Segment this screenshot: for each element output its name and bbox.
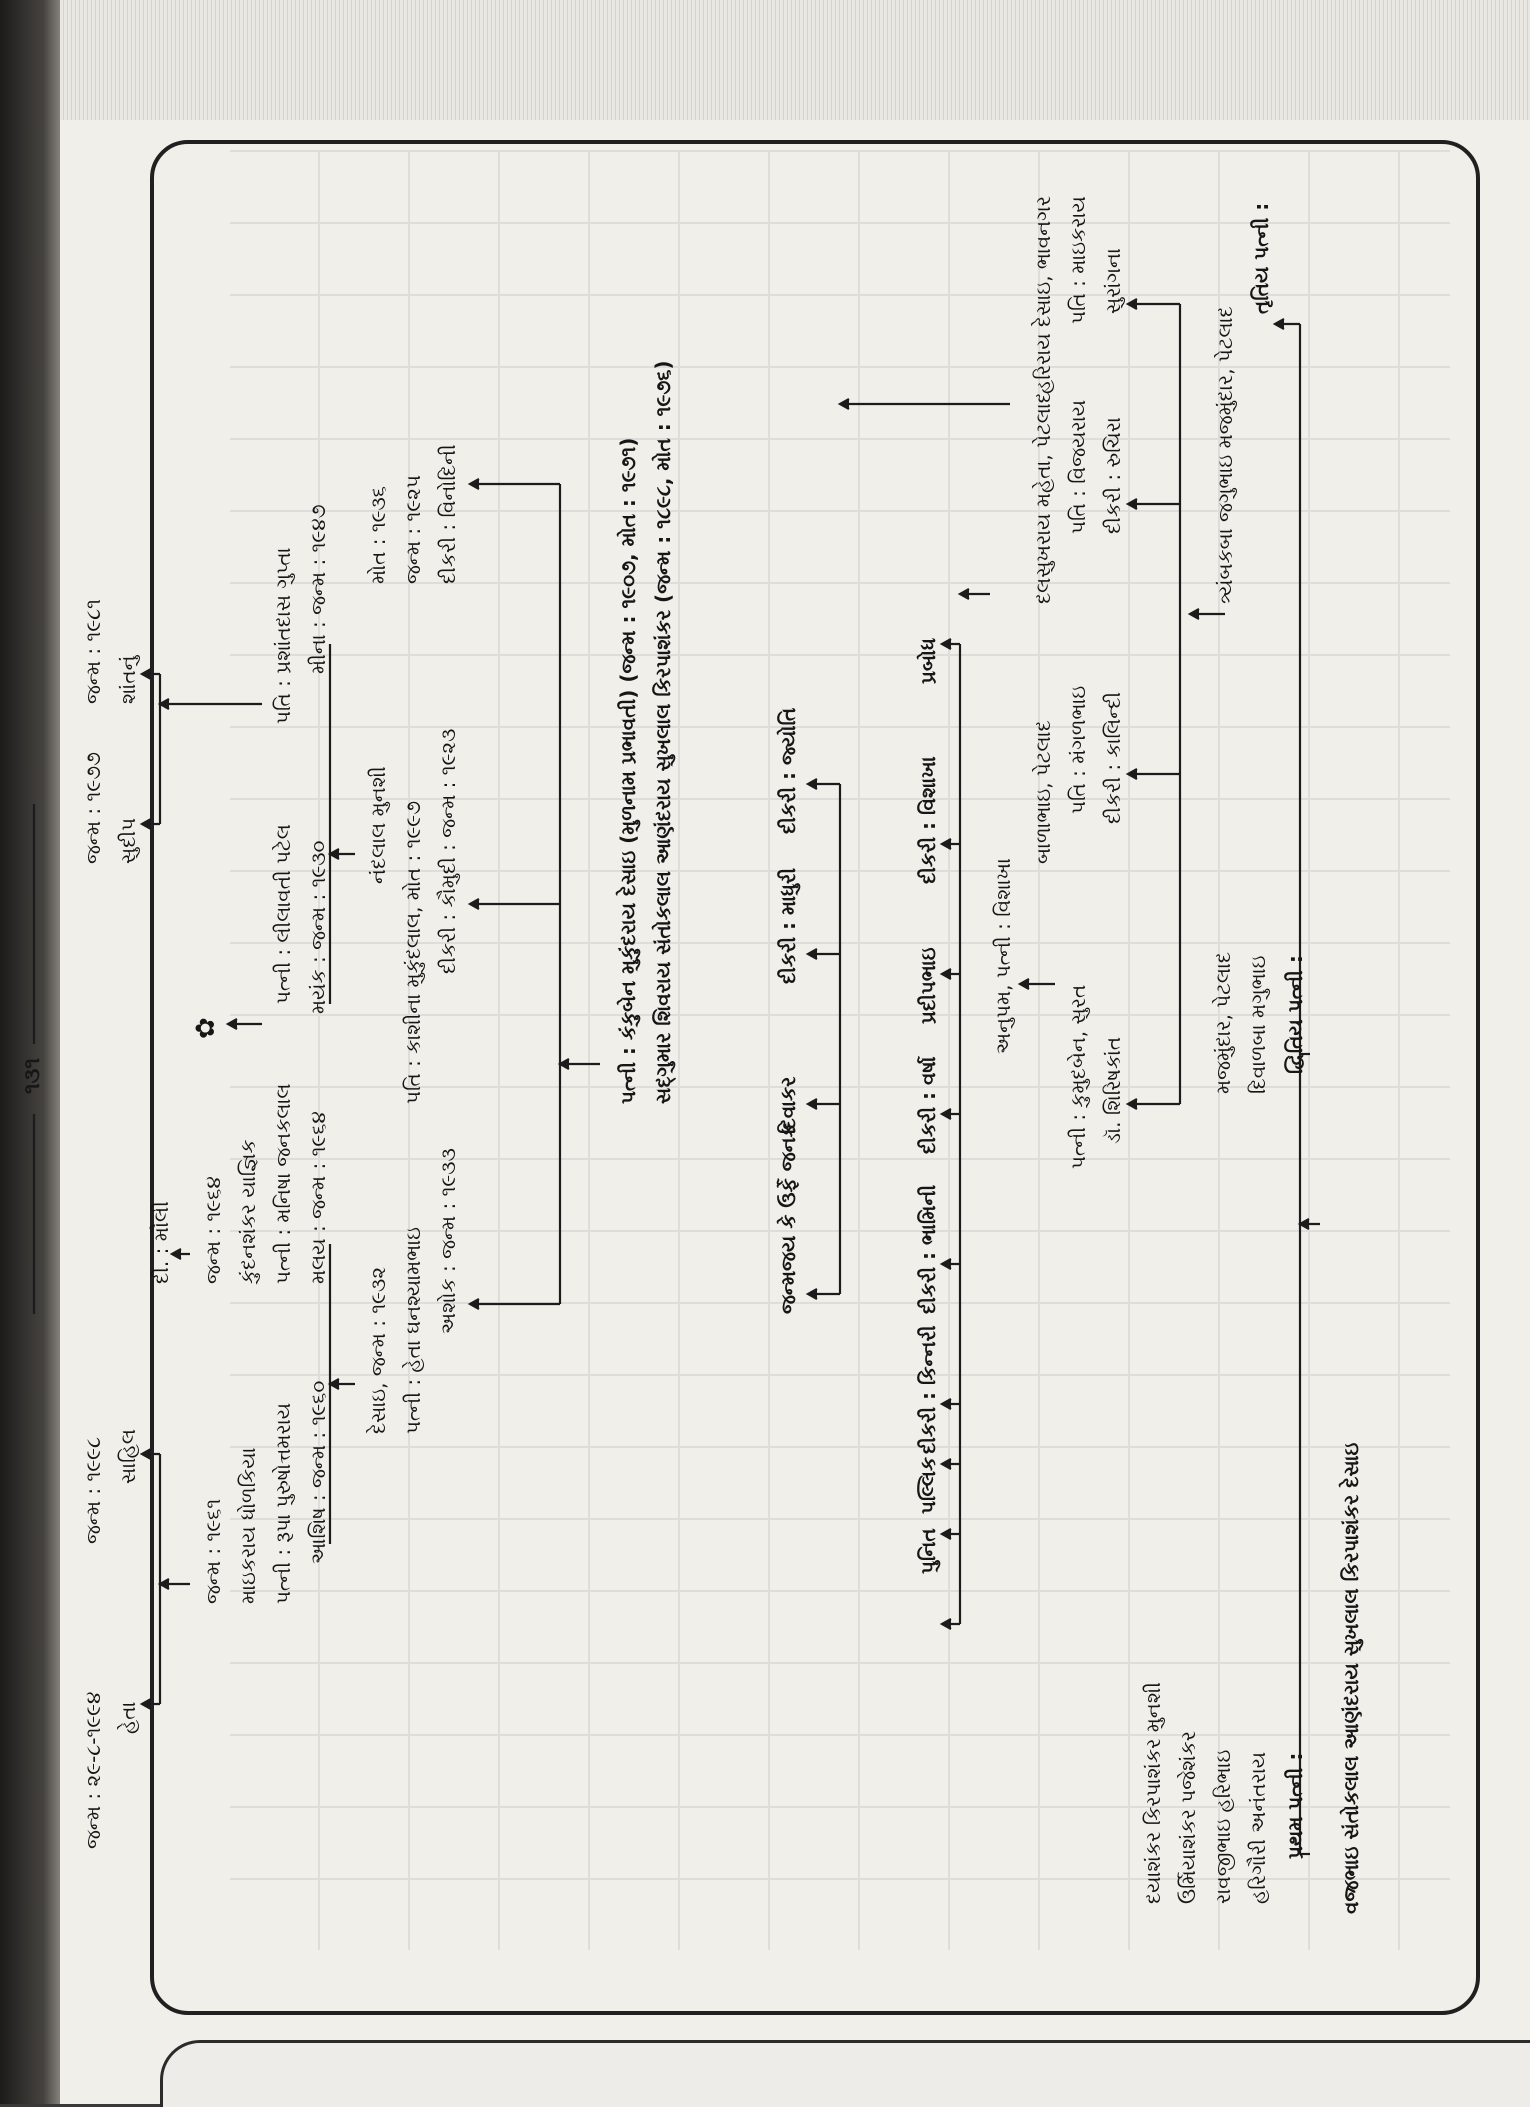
second-tree-root: સદ્ગુમાર શિવરાય સંતોકલાલ આણંદરાય સુખલાલ કિરપાશંકર (જન્મ : ૧૮૯૮, મોત : ૧૯૭૬) xyxy=(651,360,675,1104)
grandchild-malay-wife-line: કુંદનશંકર યાજ્ઞિક xyxy=(236,1139,260,1284)
surangana: સુરાંગના xyxy=(1101,248,1125,314)
great-grandchild-shantanu-birth: જન્મ : ૧૯૮૧ xyxy=(81,599,105,704)
wife-3-line: ત્ર્યંબકબા જગુભાઇ મજમુંદાર, પેટલાદ xyxy=(1213,306,1237,604)
great-grandchild-sahil: સાહિલ xyxy=(116,1429,140,1484)
child-kaumudi-husband-line: નંદલાલ મુનશી xyxy=(366,766,390,884)
arrow-head xyxy=(942,1619,951,1629)
arrow-head xyxy=(942,1459,951,1469)
child-gen3: દીકરી : વિશાખા xyxy=(916,756,940,884)
wife-1-line: ઉર્મિયાશંકર પજેશંકર xyxy=(1176,1730,1200,1904)
wife-1-line: હરિગૌરી અનંતરાય xyxy=(1246,1751,1270,1904)
child-gen4: દીકરી : માધુરી xyxy=(776,867,800,984)
arrow-head xyxy=(808,949,817,959)
arrow-head xyxy=(942,639,951,649)
arrow-head xyxy=(142,669,151,679)
child-ashok: અશોક : જન્મ : ૧૯૩૩ xyxy=(436,1148,460,1334)
arrow-head xyxy=(560,1059,569,1069)
grandchild-mayank: મયંક : જન્મ : ૧૯૩૦ xyxy=(306,840,330,1014)
great-grandchild-shantanu: શાંતનું xyxy=(116,655,140,704)
arrow-head xyxy=(160,1579,169,1589)
ruchira-husband-line: દલસુખરાય મહેતા, પેટલાદ xyxy=(1031,392,1055,604)
arrow-head xyxy=(330,1379,339,1389)
shirishkant-wife: પત્ની : કુમુદબેન, સુરત xyxy=(1066,984,1090,1169)
grandchild-ashish-birth: જન્મ : ૧૯૬૧ xyxy=(201,1498,225,1604)
grandchild-ashish-wife: પત્ની : રૂપા પુરુષોત્તમરાય xyxy=(271,1402,295,1604)
great-grandchild-sudip-birth: જન્મ : ૧૯૭૭ xyxy=(81,752,105,864)
wife-1-line: રાવજીભાઇ હરિભાઇ xyxy=(1211,1749,1235,1904)
kalindi: દીકરી : કાલિન્દી xyxy=(1101,691,1125,824)
arrow-head xyxy=(808,779,817,789)
wife-1-title: પ્રથમ પત્ની : xyxy=(1283,1752,1307,1859)
great-grandchild-sahil-birth: જન્મ : ૧૯૯૮ xyxy=(81,1437,105,1544)
arrow-head xyxy=(840,399,849,409)
kalindi-husband-line: બાળાભાઇ, પેટલાદ xyxy=(1031,720,1055,864)
child-gen3: દીકરી : કિન્નરી xyxy=(916,1325,940,1454)
child-ashok-wife-line: દેસાઇ, જન્મ : ૧૯૩૨ xyxy=(366,1266,390,1434)
ruchira-husband: પતિ : વિજયરાય xyxy=(1066,399,1090,534)
arrow-head xyxy=(160,699,169,709)
arrow-head xyxy=(1300,1219,1309,1229)
child-ashok-wife: પત્ની : હેતા ઘનશ્યામભાઇ xyxy=(401,1226,425,1434)
arrow-head xyxy=(142,1449,151,1459)
child-vinodini-birth: જન્મ : ૧૯૨૫ xyxy=(401,474,425,584)
arrow-head xyxy=(808,1289,817,1299)
arrow-head xyxy=(470,899,479,909)
arrow-head xyxy=(942,1259,951,1269)
arrow-head xyxy=(942,1529,951,1539)
great-grandchild-heta-birth: જન્મ : ૨૯-૮-૧૯૯૪ xyxy=(81,1691,105,1849)
grandchild-ashish-wife-line: માઇકરાય ધોળકિયા xyxy=(236,1447,260,1604)
great-grandchild-mauli: દી. : મૌલી xyxy=(149,1201,173,1284)
arrow-head xyxy=(942,969,951,979)
arrow-head xyxy=(228,1019,237,1029)
arrow-head xyxy=(470,1299,479,1309)
arrow-head xyxy=(808,1099,817,1109)
wife-1-line: દયાશંકર કિરપાશંકર મુનશી xyxy=(1141,1682,1165,1904)
arrow-head xyxy=(942,1109,951,1119)
grandchild-malay-wife: પત્ની : મનિષા જનકલાલ xyxy=(271,1083,295,1284)
second-tree-wife: પત્ની : કંકુબેન મુકુંદરાય દેસાઇ (મુળનામ પ્રભાવતી) (જન્મ : ૧૯૦૭, મોત : ૧૯૭૧) xyxy=(616,437,640,1104)
arrow-head xyxy=(142,1699,151,1709)
arrow-head xyxy=(942,1399,951,1409)
arrow-head xyxy=(330,849,339,859)
arrow-head xyxy=(470,479,479,489)
arrow-head xyxy=(1128,299,1137,309)
great-grandchild-sudip: સુદીપ xyxy=(116,817,140,864)
arrow-head xyxy=(960,589,969,599)
arrow-head xyxy=(1275,319,1284,329)
wife-2-line: મજમુંદાર, પેટલાદ xyxy=(1211,951,1235,1094)
arrow-head xyxy=(1128,769,1137,779)
wife-2-line: દિવાળબા મગુભાઇ xyxy=(1246,955,1270,1094)
arrow-head xyxy=(1190,609,1199,619)
arrow-head xyxy=(942,839,951,849)
grandchild-mina: મીના : જન્મ : ૧૯૪૭ xyxy=(306,504,330,674)
child-kaumudi: દીકરી : કૌમુદી : જન્મ : ૧૯૨૩ xyxy=(436,728,460,974)
child-kaumudi-husband: પતિ : કાશીના મુકુંદલાલ, મોત : ૧૯૯૭ xyxy=(401,800,425,1104)
grandchild-mayank-wife: પત્ની : લીલાવતી પટેલ xyxy=(271,824,295,1004)
child-gen3: પુનિત xyxy=(916,1528,940,1574)
arrow-head xyxy=(1020,979,1029,989)
grandchild-ashish: આશિષ : જન્મ : ૧૯૬૦ xyxy=(306,1380,330,1564)
grandchild-malay: મલય : જન્મ : ૧૯૬૪ xyxy=(306,1111,330,1284)
child-gen4: જન્મજય કે ઉર્ફે જનક xyxy=(776,1123,800,1314)
kalindi-husband: પતિ : મંગળભાઇ xyxy=(1066,685,1090,814)
ruchira: દીકરી : રુચિરા xyxy=(1101,417,1125,534)
arrow-head xyxy=(1128,1099,1137,1109)
grandchild-mina-husband: પતિ : પ્રશાંતદાસ ગુપ્તા xyxy=(271,547,295,724)
surangana-husband: પતિ : માઇકરાય xyxy=(1066,196,1090,324)
child-gen4: દિવાકર xyxy=(776,1076,800,1134)
child-gen3: પ્રબોધ xyxy=(916,637,940,684)
anupam: અનુપમ, પત્ની : વિશાખા xyxy=(991,858,1015,1054)
child-gen3: દીકરી : વર્ષા xyxy=(916,1056,940,1154)
child-gen3: પલ્લિક xyxy=(916,1456,940,1514)
surangana-husband-line: હરિરાય દેસાઇ, ભાવનગર xyxy=(1031,195,1055,394)
arrow-head xyxy=(1128,499,1137,509)
child-gen3: પ્રદીપભાઇ xyxy=(916,947,940,1024)
child-vinodini-death: મોત : ૧૯૩૬ xyxy=(366,486,390,584)
wife-2-title: દ્વિતિય પત્ની : xyxy=(1283,955,1307,1074)
great-grandchild-heta: હેતા xyxy=(116,1701,140,1734)
wife-3-title: તૃતિય પત્ની : xyxy=(1249,202,1273,314)
root-person: વજ્રભાઇ સંતોકલાલ આણંદરાય સુખલાલ કિરપાશંકર દેસાઇ xyxy=(1339,1442,1363,1914)
flower-icon: ✿ xyxy=(191,1017,221,1039)
arrow-head xyxy=(142,819,151,829)
child-vinodini: દીકરી : વિનોદિની xyxy=(436,444,460,584)
child-gen3: દીકરી : ભામિની xyxy=(916,1184,940,1314)
shirishkant: ડૉ. શિરિષકાંત xyxy=(1101,1036,1125,1144)
grandchild-malay-birth: જન્મ : ૧૯૬૪ xyxy=(201,1176,225,1284)
page-number: ૧૩૧ xyxy=(20,1057,45,1094)
child-gen4: દીકરી : જ્યોતિ xyxy=(776,707,800,834)
